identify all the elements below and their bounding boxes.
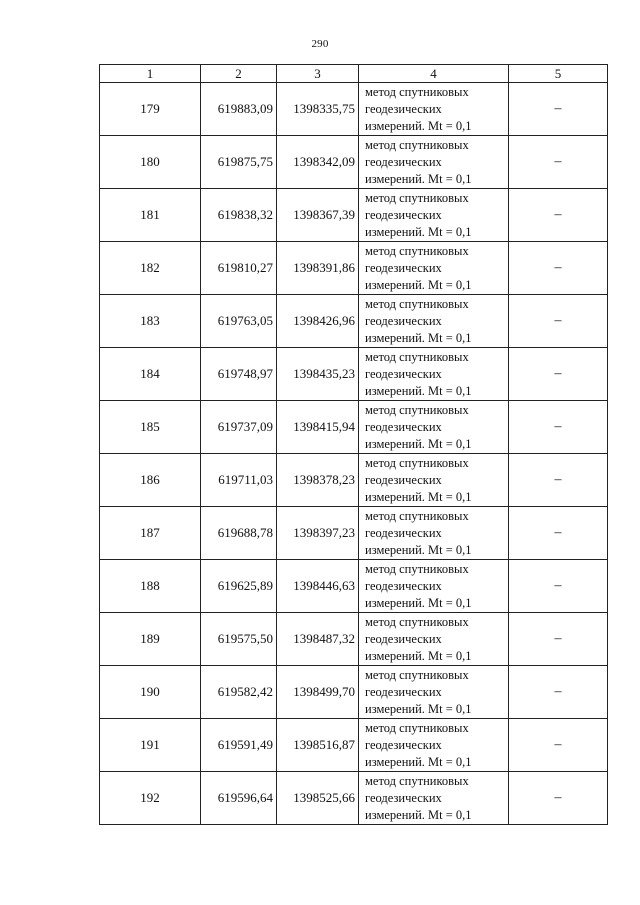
method-line: метод спутниковых [365, 773, 469, 788]
method-line: метод спутниковых [365, 349, 469, 364]
method-line: метод спутниковых [365, 243, 469, 258]
note-cell: – [509, 613, 608, 666]
method-line: измерений. Mt = 0,1 [365, 224, 472, 239]
method-cell [359, 507, 509, 560]
table-row [100, 348, 608, 401]
y-coordinate-cell: 1398446,63 [277, 560, 359, 613]
table-row [100, 189, 608, 242]
point-number-cell: 187 [100, 507, 201, 560]
point-number-cell: 183 [100, 295, 201, 348]
point-number-cell: 182 [100, 242, 201, 295]
method-line: измерений. Mt = 0,1 [365, 171, 472, 186]
table-row [100, 295, 608, 348]
method-cell [359, 560, 509, 613]
table-row [100, 560, 608, 613]
header-col-3: 3 [277, 65, 359, 83]
note-cell: – [509, 295, 608, 348]
method-cell [359, 242, 509, 295]
method-line: измерений. Mt = 0,1 [365, 436, 472, 451]
method-line: геодезических [365, 313, 442, 328]
method-line: геодезических [365, 737, 442, 752]
x-coordinate-cell: 619596,64 [201, 772, 277, 825]
y-coordinate-cell: 1398487,32 [277, 613, 359, 666]
method-cell [359, 719, 509, 772]
coordinates-table [99, 64, 608, 825]
note-cell: – [509, 348, 608, 401]
method-line: геодезических [365, 525, 442, 540]
table-row [100, 719, 608, 772]
table-header [100, 65, 608, 83]
y-coordinate-cell: 1398378,23 [277, 454, 359, 507]
point-number-cell: 189 [100, 613, 201, 666]
x-coordinate-cell: 619763,05 [201, 295, 277, 348]
x-coordinate-cell: 619838,32 [201, 189, 277, 242]
point-number-cell: 185 [100, 401, 201, 454]
method-line: метод спутниковых [365, 296, 469, 311]
y-coordinate-cell: 1398342,09 [277, 136, 359, 189]
method-line: измерений. Mt = 0,1 [365, 383, 472, 398]
method-line: метод спутниковых [365, 402, 469, 417]
method-line: геодезических [365, 207, 442, 222]
table-row [100, 401, 608, 454]
table-body [100, 83, 608, 825]
method-line: измерений. Mt = 0,1 [365, 118, 472, 133]
method-line: метод спутниковых [365, 561, 469, 576]
point-number-cell: 180 [100, 136, 201, 189]
note-cell: – [509, 83, 608, 136]
method-cell [359, 83, 509, 136]
y-coordinate-cell: 1398391,86 [277, 242, 359, 295]
point-number-cell: 184 [100, 348, 201, 401]
method-line: измерений. Mt = 0,1 [365, 754, 472, 769]
method-line: геодезических [365, 154, 442, 169]
method-line: метод спутниковых [365, 137, 469, 152]
table-row [100, 666, 608, 719]
note-cell: – [509, 719, 608, 772]
x-coordinate-cell: 619883,09 [201, 83, 277, 136]
method-line: измерений. Mt = 0,1 [365, 542, 472, 557]
y-coordinate-cell: 1398499,70 [277, 666, 359, 719]
method-cell [359, 401, 509, 454]
method-cell [359, 454, 509, 507]
table-row [100, 613, 608, 666]
point-number-cell: 181 [100, 189, 201, 242]
x-coordinate-cell: 619582,42 [201, 666, 277, 719]
y-coordinate-cell: 1398367,39 [277, 189, 359, 242]
method-line: метод спутниковых [365, 455, 469, 470]
x-coordinate-cell: 619748,97 [201, 348, 277, 401]
y-coordinate-cell: 1398435,23 [277, 348, 359, 401]
method-cell [359, 136, 509, 189]
method-line: геодезических [365, 631, 442, 646]
y-coordinate-cell: 1398335,75 [277, 83, 359, 136]
method-cell [359, 666, 509, 719]
table-row [100, 507, 608, 560]
note-cell: – [509, 401, 608, 454]
table-row [100, 136, 608, 189]
header-col-2: 2 [201, 65, 277, 83]
x-coordinate-cell: 619591,49 [201, 719, 277, 772]
method-line: геодезических [365, 260, 442, 275]
method-line: геодезических [365, 684, 442, 699]
method-line: метод спутниковых [365, 508, 469, 523]
method-cell [359, 772, 509, 825]
x-coordinate-cell: 619688,78 [201, 507, 277, 560]
method-line: метод спутниковых [365, 614, 469, 629]
page-number: 290 [311, 38, 329, 50]
x-coordinate-cell: 619810,27 [201, 242, 277, 295]
method-line: геодезических [365, 366, 442, 381]
method-line: измерений. Mt = 0,1 [365, 595, 472, 610]
method-line: геодезических [365, 419, 442, 434]
method-line: метод спутниковых [365, 190, 469, 205]
method-line: метод спутниковых [365, 720, 469, 735]
method-cell [359, 613, 509, 666]
x-coordinate-cell: 619737,09 [201, 401, 277, 454]
method-cell [359, 295, 509, 348]
table-row [100, 242, 608, 295]
method-line: метод спутниковых [365, 667, 469, 682]
header-col-4: 4 [359, 65, 509, 83]
table-row [100, 454, 608, 507]
table-row [100, 772, 608, 825]
header-row [100, 65, 608, 83]
x-coordinate-cell: 619875,75 [201, 136, 277, 189]
method-line: геодезических [365, 578, 442, 593]
x-coordinate-cell: 619625,89 [201, 560, 277, 613]
note-cell: – [509, 666, 608, 719]
point-number-cell: 190 [100, 666, 201, 719]
method-line: геодезических [365, 472, 442, 487]
note-cell: – [509, 507, 608, 560]
point-number-cell: 192 [100, 772, 201, 825]
y-coordinate-cell: 1398426,96 [277, 295, 359, 348]
note-cell: – [509, 136, 608, 189]
note-cell: – [509, 189, 608, 242]
method-line: измерений. Mt = 0,1 [365, 648, 472, 663]
method-line: геодезических [365, 790, 442, 805]
y-coordinate-cell: 1398415,94 [277, 401, 359, 454]
point-number-cell: 188 [100, 560, 201, 613]
method-line: метод спутниковых [365, 84, 469, 99]
y-coordinate-cell: 1398525,66 [277, 772, 359, 825]
method-line: измерений. Mt = 0,1 [365, 277, 472, 292]
method-line: геодезических [365, 101, 442, 116]
header-col-5: 5 [509, 65, 608, 83]
point-number-cell: 186 [100, 454, 201, 507]
y-coordinate-cell: 1398397,23 [277, 507, 359, 560]
table-row [100, 83, 608, 136]
note-cell: – [509, 772, 608, 825]
header-col-1: 1 [100, 65, 201, 83]
x-coordinate-cell: 619575,50 [201, 613, 277, 666]
method-line: измерений. Mt = 0,1 [365, 489, 472, 504]
point-number-cell: 179 [100, 83, 201, 136]
method-line: измерений. Mt = 0,1 [365, 807, 472, 822]
note-cell: – [509, 560, 608, 613]
note-cell: – [509, 242, 608, 295]
method-line: измерений. Mt = 0,1 [365, 701, 472, 716]
note-cell: – [509, 454, 608, 507]
method-line: измерений. Mt = 0,1 [365, 330, 472, 345]
method-cell [359, 189, 509, 242]
y-coordinate-cell: 1398516,87 [277, 719, 359, 772]
point-number-cell: 191 [100, 719, 201, 772]
x-coordinate-cell: 619711,03 [201, 454, 277, 507]
method-cell [359, 348, 509, 401]
